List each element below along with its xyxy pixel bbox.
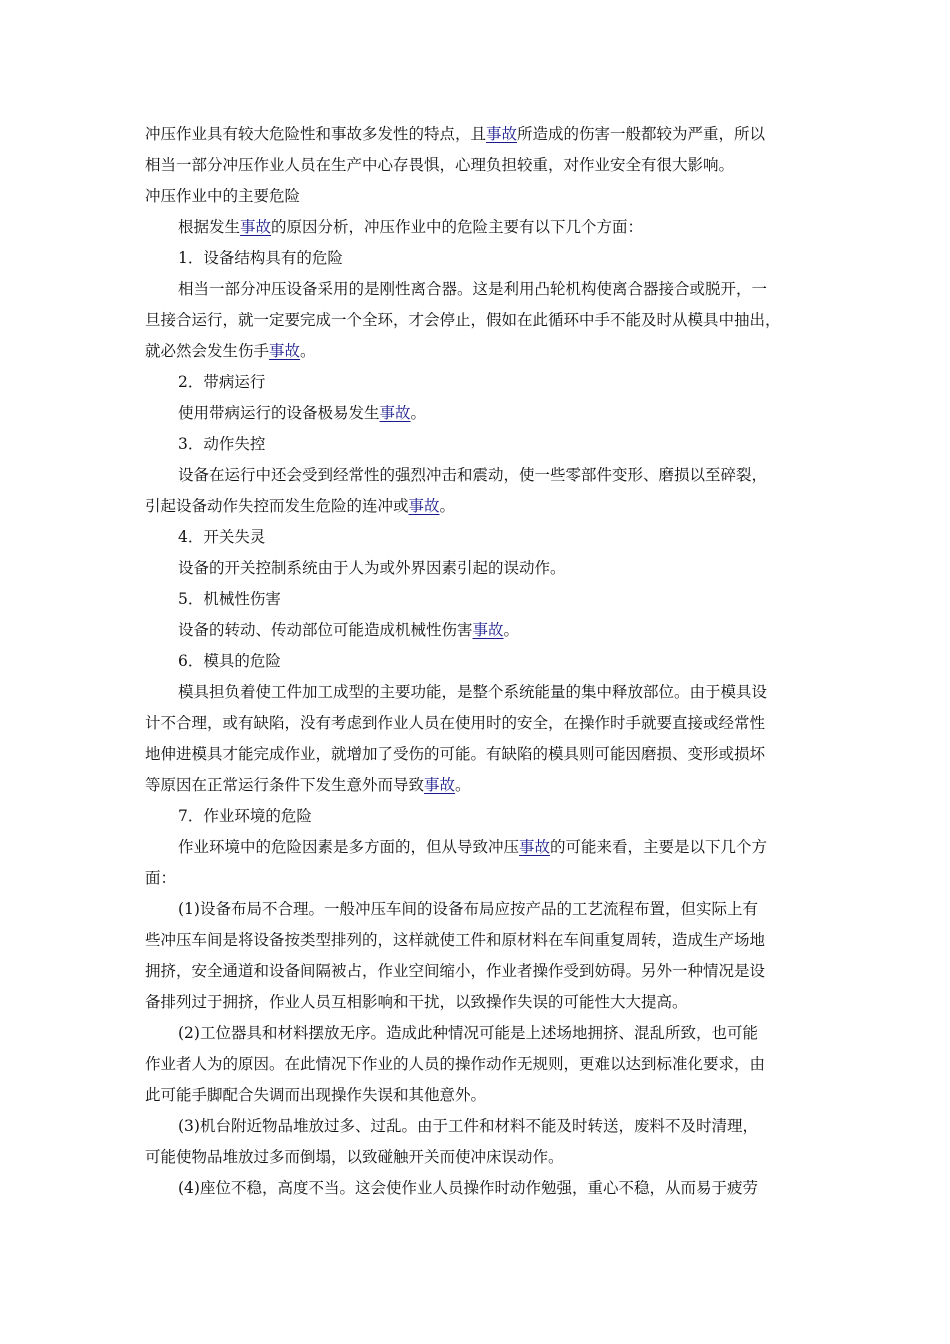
text-line	[145, 491, 810, 522]
paragraph	[145, 832, 810, 894]
text-line: 拥挤，安全通道和设备间隔被占，作业空间缩小，作业者操作受到妨碍。另外一种情况是设	[145, 962, 766, 980]
text-run: 等原因在正常运行条件下发生意外而导致	[145, 776, 425, 794]
accident-link[interactable]: 事故	[486, 125, 518, 143]
text-line: 可能使物品堆放过多而倒塌，以致碰触开关而使冲床误动作。	[145, 1148, 564, 1166]
text-run: 。	[410, 404, 427, 422]
text-run: 。	[503, 621, 520, 639]
text-line: 此可能手脚配合失调而出现操作失误和其他意外。	[145, 1086, 487, 1104]
text-run: 。	[300, 342, 316, 360]
text-run: 根据发生	[178, 218, 241, 236]
text-run: 。	[455, 776, 471, 794]
list-item	[145, 1173, 810, 1204]
lead-paragraph	[145, 212, 810, 243]
paragraph	[145, 274, 810, 367]
text-line	[145, 336, 810, 367]
text-line	[145, 770, 810, 801]
text-run: 冲压作业具有较大危险性和事故多发性的特点，且	[145, 125, 487, 143]
text-run: 使用带病运行的设备极易发生	[178, 404, 380, 422]
text-run: 。	[439, 497, 456, 515]
text-run: 就必然会发生伤手	[145, 342, 270, 360]
subsection-title: 5．机械性伤害	[178, 590, 281, 608]
text-line: (2)工位器具和材料摆放无序。造成此种情况可能是上述场地拥挤、混乱所致，也可能	[178, 1024, 758, 1042]
text-line	[145, 832, 810, 863]
list-item	[145, 894, 810, 1018]
text-line: 地伸进模具才能完成作业，就增加了受伤的可能。有缺陷的模具则可能因磨损、变形或损坏	[145, 745, 766, 763]
text-line: (1)设备布局不合理。一般冲压车间的设备布局应按产品的工艺流程布置，但实际上有	[178, 900, 758, 918]
subsection-title: 4．开关失灵	[178, 528, 266, 546]
text-line: (4)座位不稳，高度不当。这会使作业人员操作时动作勉强，重心不稳，从而易于疲劳	[178, 1179, 758, 1197]
text-run: 的可能来看，主要是以下几个方	[550, 838, 768, 856]
accident-link[interactable]: 事故	[519, 838, 551, 856]
text-line	[145, 119, 810, 150]
text-line: 些冲压车间是将设备按类型排列的，这样就使工件和原材料在车间重复周转，造成生产场地	[145, 931, 766, 949]
accident-link[interactable]: 事故	[424, 776, 456, 794]
text-line: 备排列过于拥挤，作业人员互相影响和干扰，以致操作失误的可能性大大提高。	[145, 993, 688, 1011]
paragraph	[145, 460, 810, 522]
text-line: 计不合理，或有缺陷，没有考虑到作业人员在使用时的安全，在操作时手就要直接或经常性	[145, 714, 766, 732]
text-line: 面：	[145, 869, 177, 887]
text-line: 模具担负着使工件加工成型的主要功能，是整个系统能量的集中释放部位。由于模具设	[178, 683, 768, 701]
accident-link[interactable]: 事故	[269, 342, 301, 360]
text-line: (3)机台附近物品堆放过多、过乱。由于工件和材料不能及时转送，废料不及时清理，	[178, 1117, 758, 1135]
text-run: 引起设备动作失控而发生危险的连冲或	[145, 497, 409, 515]
accident-link[interactable]: 事故	[379, 404, 411, 422]
accident-link[interactable]: 事故	[240, 218, 272, 236]
subsection-title: 7．作业环境的危险	[178, 807, 312, 825]
text-line: 相当一部分冲压作业人员在生产中心存畏惧，心理负担较重，对作业安全有很大影响。	[145, 156, 735, 174]
text-line: 相当一部分冲压设备采用的是刚性离合器。这是利用凸轮机构使离合器接合或脱开，一	[178, 280, 768, 298]
subsection-title: 2．带病运行	[178, 373, 266, 391]
subsection-title: 1．设备结构具有的危险	[178, 249, 343, 267]
text-run: 所造成的伤害一般都较为严重，所以	[517, 125, 766, 143]
paragraph: 设备的开关控制系统由于人为或外界因素引起的误动作。	[178, 559, 566, 577]
text-run: 设备的转动、传动部位可能造成机械性伤害	[178, 621, 473, 639]
accident-link[interactable]: 事故	[472, 621, 504, 639]
subsection-title: 6．模具的危险	[178, 652, 281, 670]
text-line: 旦接合运行，就一定要完成一个全环，才会停止，假如在此循环中手不能及时从模具中抽出，	[145, 311, 781, 329]
text-run: 作业环境中的危险因素是多方面的，但从导致冲压	[178, 838, 520, 856]
text-run: 的原因分析，冲压作业中的危险主要有以下几个方面：	[271, 218, 644, 236]
list-item	[145, 1111, 810, 1173]
paragraph	[145, 677, 810, 801]
intro-paragraph	[145, 119, 810, 181]
accident-link[interactable]: 事故	[408, 497, 440, 515]
list-item	[145, 1018, 810, 1111]
text-line: 设备在运行中还会受到经常性的强烈冲击和震动，使一些零部件变形、磨损以至碎裂，	[178, 466, 768, 484]
paragraph	[145, 615, 810, 646]
document-body	[145, 119, 810, 1204]
paragraph	[145, 398, 810, 429]
text-line: 作业者人为的原因。在此情况下作业的人员的操作动作无规则，更难以达到标准化要求，由	[145, 1055, 766, 1073]
section-heading: 冲压作业中的主要危险	[145, 187, 301, 205]
subsection-title: 3．动作失控	[178, 435, 266, 453]
